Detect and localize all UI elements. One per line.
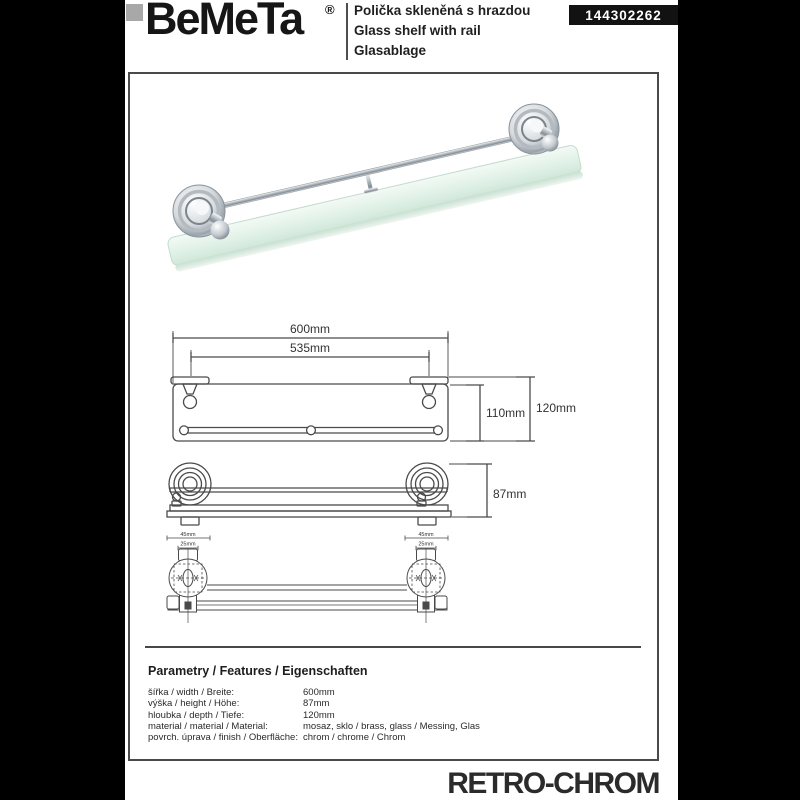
datasheet: [125, 0, 678, 800]
plan-view: [171, 322, 576, 441]
brand-square-icon: [126, 4, 143, 21]
spec-value: 600mm: [303, 687, 335, 698]
front-view: [167, 463, 526, 525]
mount-detail-view: [167, 532, 448, 623]
right-wall-mount: [509, 104, 559, 154]
spec-value: chrom / chrome / Chrom: [303, 732, 406, 744]
spec-value: mosaz, sklo / brass, glass / Messing, Glas: [303, 720, 480, 732]
spec-label: povrch. úprava / finish / Oberfläche:: [148, 732, 298, 744]
front-glass-edge: [170, 505, 448, 511]
dim-total-height: 87mm: [493, 487, 527, 501]
product-code-badge: [569, 5, 678, 25]
product-code: 144302262: [585, 7, 662, 23]
product-photo: [165, 95, 625, 285]
dim-post-width: 25mm: [180, 541, 196, 548]
mount-detail-right: [405, 532, 448, 623]
registered-trademark: ®: [325, 2, 335, 17]
spec-row-finish: [148, 732, 628, 743]
left-wall-mount: [173, 185, 230, 240]
spec-label: výška / height / Höhe:: [148, 698, 240, 710]
glass-front-edge: [175, 170, 584, 272]
spec-label: šířka / width / Breite:: [148, 687, 235, 698]
product-title-cs: Polička skleněná s hrazdou: [354, 3, 531, 18]
spec-row-width: [148, 687, 628, 698]
dim-overall-width: 600mm: [289, 322, 331, 336]
product-title-en: Glass shelf with rail: [354, 23, 481, 38]
spec-label: material / material / Material:: [148, 720, 268, 732]
front-support-rail: [167, 511, 451, 517]
product-titles: [354, 1, 530, 61]
dim-glass-depth: 110mm: [486, 406, 526, 420]
specs-heading: Parametry / Features / Eigenschaften: [148, 664, 368, 678]
brand-name: BeMeTa: [145, 0, 303, 44]
header-divider: [346, 3, 348, 60]
dim-rosette-width-right: 45mm: [418, 532, 434, 538]
spec-row-material: [148, 721, 628, 732]
mount-detail-left: [167, 532, 210, 623]
ball-joint-right: [542, 135, 559, 152]
dim-total-depth: 120mm: [536, 401, 577, 415]
spec-row-depth: [148, 710, 628, 721]
plan-bracket-right: [410, 377, 448, 409]
technical-drawing: [128, 300, 659, 645]
product-title-de: Glasablage: [354, 43, 427, 58]
ball-joint-left: [211, 221, 230, 240]
spec-value: 120mm: [303, 709, 335, 721]
section-divider: [145, 646, 641, 648]
dim-post-width-right: 25mm: [418, 541, 434, 548]
plan-bracket-left: [171, 377, 209, 409]
specs-table: [148, 687, 628, 743]
spec-value: 87mm: [303, 698, 330, 710]
spec-row-height: [148, 698, 628, 709]
dim-rosette-width: 45mm: [180, 532, 196, 538]
series-name: RETRO-CHROM: [447, 767, 659, 800]
spec-label: hloubka / depth / Tiefe:: [148, 709, 245, 721]
dim-mount-span: 535mm: [289, 341, 331, 355]
